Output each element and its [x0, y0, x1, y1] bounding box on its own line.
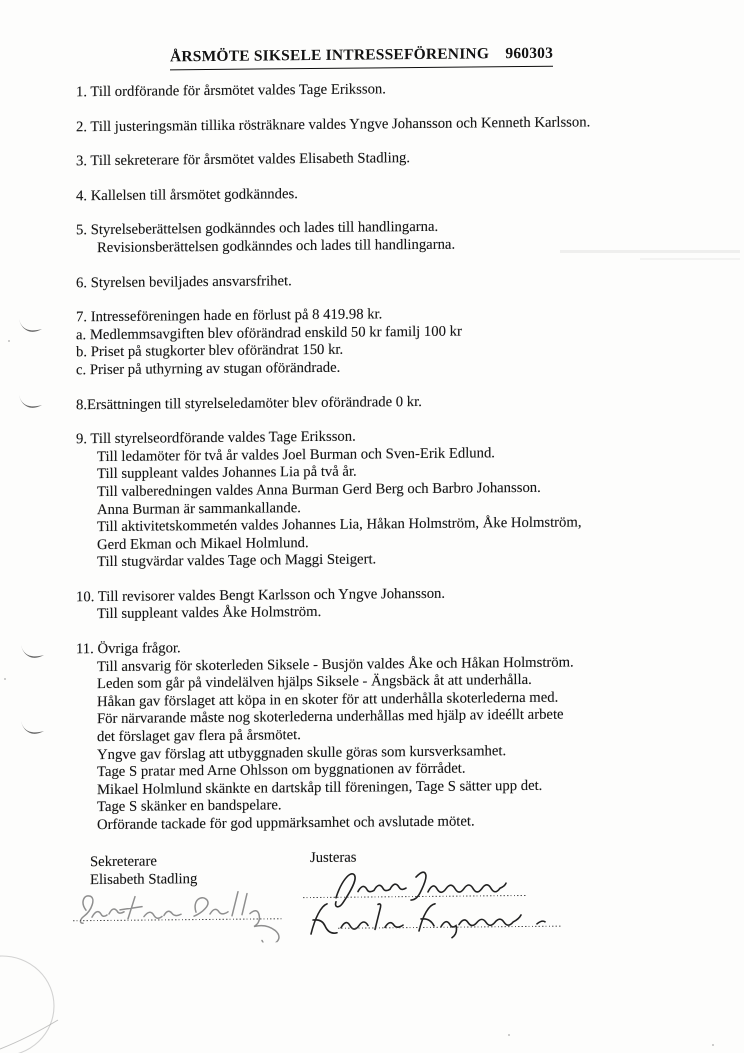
- minutes-line: Till ansvarig för skoterleden Siksele - Busjön valdes Åke och Håkan Holmström.: [97, 654, 574, 675]
- signature-kenneth-karlsson: [301, 895, 556, 941]
- minutes-line: Revisionsberättelsen godkänndes och lades till handlingarna.: [97, 236, 456, 257]
- minutes-line: Till aktivitetskommetén valdes Johannes Lia, Håkan Holmström, Åke Holmström,: [97, 514, 582, 536]
- minutes-paragraph: [76, 78, 724, 102]
- minutes-line: 4. Kallelsen till årsmötet godkänndes.: [76, 185, 298, 205]
- signature-elisabeth-stadling: [72, 884, 294, 944]
- minutes-line: det förslaget gav flera på årsmötet.: [97, 727, 301, 746]
- minutes-paragraph: [76, 216, 724, 257]
- document-title: ÅRSMÖTE SIKSELE INTRESSEFÖRENING 960303: [170, 45, 553, 71]
- minutes-line: a. Medlemmsavgiften blev oförändrad enskild 50 kr familj 100 kr: [76, 323, 462, 344]
- minutes-line: Till stugvärdar valdes Tage och Maggi Steigert.: [97, 551, 377, 571]
- minutes-line: 7. Intresseföreningen hade en förlust på 8 419.98 kr.: [76, 306, 383, 326]
- minutes-paragraph: [76, 391, 724, 415]
- minutes-line: Håkan gav förslaget att köpa in en skoter för att underhålla skoterlederna med.: [97, 689, 559, 710]
- minutes-line: Tage S skänker en bandspelare.: [97, 797, 282, 816]
- minutes-line: b. Priset på stugkorter blev oförändrat 150 kr.: [76, 342, 344, 361]
- minutes-line: Till valberedningen valdes Anna Burman Gerd Berg och Barbro Johansson.: [97, 479, 541, 500]
- minutes-body: [76, 78, 724, 835]
- minutes-line: Anna Burman är sammankallande.: [97, 499, 301, 518]
- minutes-paragraph: [76, 113, 724, 137]
- minutes-line: Yngve gav förslag att utbyggnaden skulle göras som kursverksamhet.: [97, 742, 507, 763]
- minutes-paragraph: [76, 635, 724, 835]
- minutes-line: 5. Styrelseberättelsen godkänndes och lades till handlingarna.: [76, 219, 439, 239]
- minutes-line: c. Priser på uthyrning av stugan oförändrade.: [76, 359, 341, 379]
- minutes-line: Till suppleant valdes Johannes Lia på två år.: [97, 463, 357, 483]
- scan-speck: [508, 1034, 510, 1036]
- minutes-line: 8.Ersättningen till styrelseledamöter blev oförändrade 0 kr.: [76, 393, 422, 413]
- minutes-line: Mikael Holmlund skänkte en dartskåp till föreningen, Tage S sätter upp det.: [97, 777, 543, 798]
- minutes-paragraph: [76, 583, 724, 624]
- minutes-line: Orförande tackade för god uppmärksamhet och avslutade mötet.: [97, 813, 475, 834]
- minutes-line: 1. Till ordförande för årsmötet valdes Tage Eriksson.: [76, 81, 386, 101]
- secretary-label: Sekreterare: [90, 853, 157, 870]
- minutes-paragraph: [76, 182, 724, 206]
- minutes-line: Till ledamöter för två år valdes Joel Burman och Sven-Erik Edlund.: [97, 444, 495, 465]
- minutes-line: 6. Styrelsen beviljades ansvarsfrihet.: [76, 272, 292, 291]
- minutes-line: 9. Till styrelseordförande valdes Tage Eriksson.: [76, 428, 356, 448]
- minutes-line: 10. Till revisorer valdes Bengt Karlsson och Yngve Johansson.: [76, 585, 446, 606]
- scan-speck: [712, 1044, 714, 1046]
- minutes-paragraph: [76, 303, 724, 380]
- minutes-line: 3. Till sekreterare för årsmötet valdes Elisabeth Stadling.: [76, 150, 411, 170]
- minutes-paragraph: [76, 269, 724, 293]
- minutes-line: Leden som går på vindelälven hjälps Siksele - Ängsbäck åt att underhålla.: [97, 672, 532, 693]
- minutes-line: Gerd Ekman och Mikael Holmlund.: [97, 534, 309, 553]
- signature-area: [76, 846, 724, 972]
- secretary-name: Elisabeth Stadling: [90, 870, 198, 888]
- minutes-line: Tage S pratar med Arne Ohlsson om byggnationen av förrådet.: [97, 760, 466, 781]
- minutes-line: 2. Till justeringsmän tillika rösträknare valdes Yngve Johansson och Kenneth Karlsson.: [76, 113, 591, 135]
- minutes-paragraph: [76, 425, 724, 572]
- minutes-line: Till suppleant valdes Åke Holmström.: [97, 604, 322, 623]
- minutes-line: För närvarande måste nog skoterlederna underhållas med hjälp av ideéllt arbete: [97, 707, 564, 728]
- justeras-label: Justeras: [310, 849, 357, 866]
- minutes-paragraph: [76, 147, 724, 171]
- minutes-line: 11. Övriga frågor.: [76, 640, 181, 658]
